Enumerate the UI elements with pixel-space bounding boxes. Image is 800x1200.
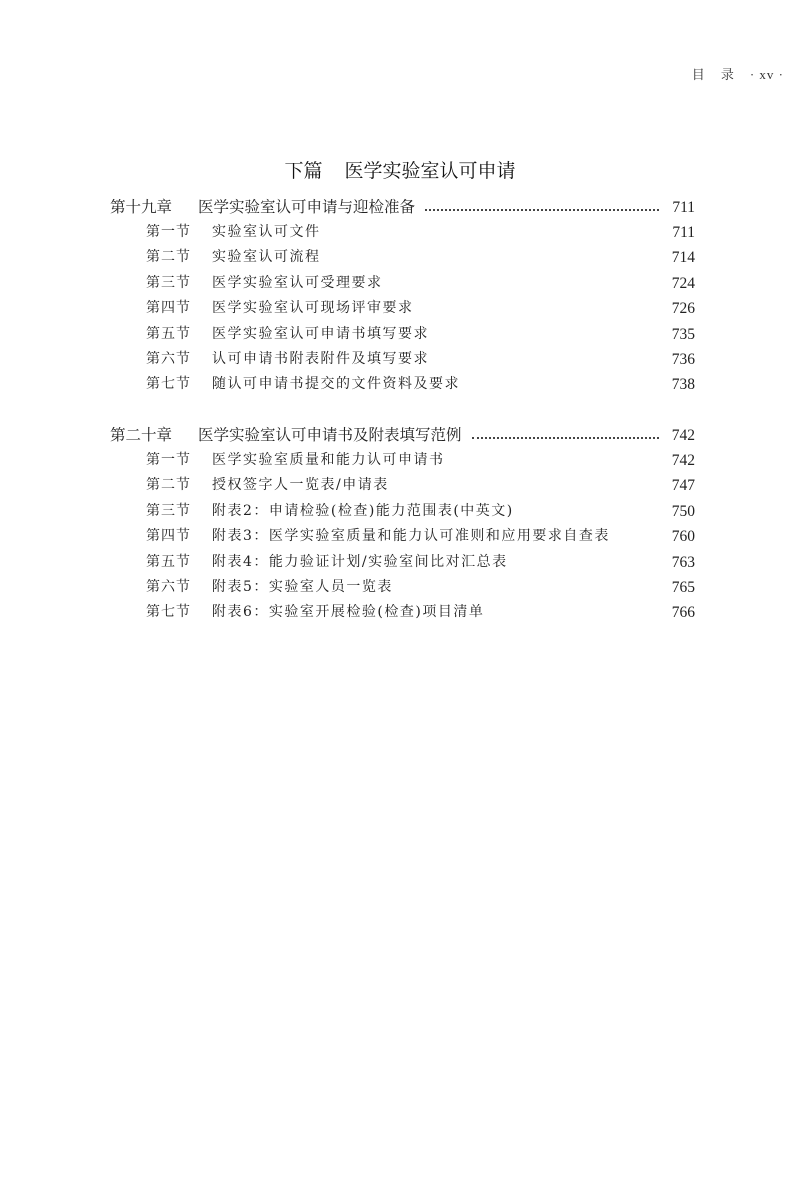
section-page: 760 — [671, 528, 695, 546]
running-header — [692, 64, 784, 83]
section-entry[interactable] — [110, 524, 695, 549]
section-label: 第七节 — [146, 376, 191, 393]
chapter-label: 第十九章 — [110, 198, 173, 216]
section-page: 750 — [671, 502, 695, 520]
section-entry[interactable] — [110, 296, 695, 321]
section-page: 724 — [671, 274, 695, 292]
chapter-page: 711 — [672, 199, 695, 216]
section-title: 附表6：实验室开展检验(检查)项目清单 — [212, 604, 485, 621]
toc-chapter-19 — [110, 195, 695, 398]
section-page: 711 — [672, 224, 695, 241]
section-label: 第三节 — [146, 502, 191, 519]
section-page: 714 — [671, 249, 695, 267]
section-page: 726 — [671, 300, 695, 318]
part-name: 医学实验室认可申请 — [344, 160, 516, 182]
section-entry[interactable] — [110, 271, 695, 296]
dot-leader — [425, 208, 659, 211]
section-title: 医学实验室认可现场评审要求 — [212, 300, 414, 317]
section-title: 随认可申请书提交的文件资料及要求 — [212, 376, 460, 393]
section-label: 第一节 — [146, 224, 191, 240]
section-entry[interactable] — [110, 550, 695, 575]
section-entry[interactable] — [110, 220, 695, 245]
section-title: 附表2：申请检验(检查)能力范围表(中英文) — [212, 502, 514, 519]
section-entry[interactable] — [110, 372, 695, 397]
section-page: 763 — [671, 553, 695, 571]
chapter-entry[interactable] — [110, 423, 695, 448]
section-title: 医学实验室认可申请书填写要求 — [212, 325, 429, 342]
section-page: 735 — [671, 325, 695, 343]
chapter-title: 医学实验室认可申请与迎检准备 — [198, 198, 416, 216]
section-label: 第五节 — [146, 325, 191, 342]
section-entry[interactable] — [110, 448, 695, 473]
section-label: 第三节 — [146, 274, 191, 291]
section-title: 实验室认可流程 — [212, 249, 321, 266]
section-entry[interactable] — [110, 322, 695, 347]
section-title: 认可申请书附表附件及填写要求 — [212, 350, 429, 367]
section-entry[interactable] — [110, 575, 695, 600]
section-page: 766 — [671, 604, 695, 622]
section-title: 实验室认可文件 — [212, 224, 321, 240]
section-label: 第六节 — [146, 578, 191, 595]
part-label: 下篇 — [284, 160, 323, 182]
dot-leader — [472, 436, 659, 439]
section-entry[interactable] — [110, 473, 695, 498]
section-label: 第七节 — [146, 604, 191, 621]
section-page: 742 — [671, 452, 695, 469]
header-page-number: · xv · — [749, 67, 784, 82]
section-entry[interactable] — [110, 600, 695, 625]
section-label: 第五节 — [146, 553, 191, 570]
section-title: 附表3：医学实验室质量和能力认可准则和应用要求自查表 — [212, 528, 610, 545]
section-label: 第六节 — [146, 350, 191, 367]
section-title: 附表4：能力验证计划/实验室间比对汇总表 — [212, 553, 508, 570]
header-section: 目 录 — [691, 68, 740, 83]
chapter-title: 医学实验室认可申请书及附表填写范例 — [198, 426, 462, 444]
chapter-entry[interactable] — [110, 195, 695, 220]
section-title: 医学实验室认可受理要求 — [212, 274, 383, 291]
chapter-label: 第二十章 — [110, 426, 173, 444]
section-label: 第四节 — [146, 528, 191, 545]
section-label: 第一节 — [146, 452, 191, 468]
section-title: 附表5：实验室人员一览表 — [212, 578, 393, 595]
section-page: 738 — [671, 376, 695, 394]
section-label: 第二节 — [146, 249, 191, 266]
section-entry[interactable] — [110, 245, 695, 270]
section-page: 736 — [671, 350, 695, 368]
chapter-page: 742 — [671, 427, 695, 444]
section-entry[interactable] — [110, 499, 695, 524]
section-title: 授权签字人一览表/申请表 — [212, 477, 389, 494]
toc-chapter-20 — [110, 423, 695, 626]
section-label: 第四节 — [146, 300, 191, 317]
section-label: 第二节 — [146, 477, 191, 494]
section-entry[interactable] — [110, 347, 695, 372]
section-page: 765 — [671, 578, 695, 596]
section-page: 747 — [671, 477, 695, 495]
section-title: 医学实验室质量和能力认可申请书 — [212, 452, 445, 468]
part-title — [0, 156, 800, 183]
